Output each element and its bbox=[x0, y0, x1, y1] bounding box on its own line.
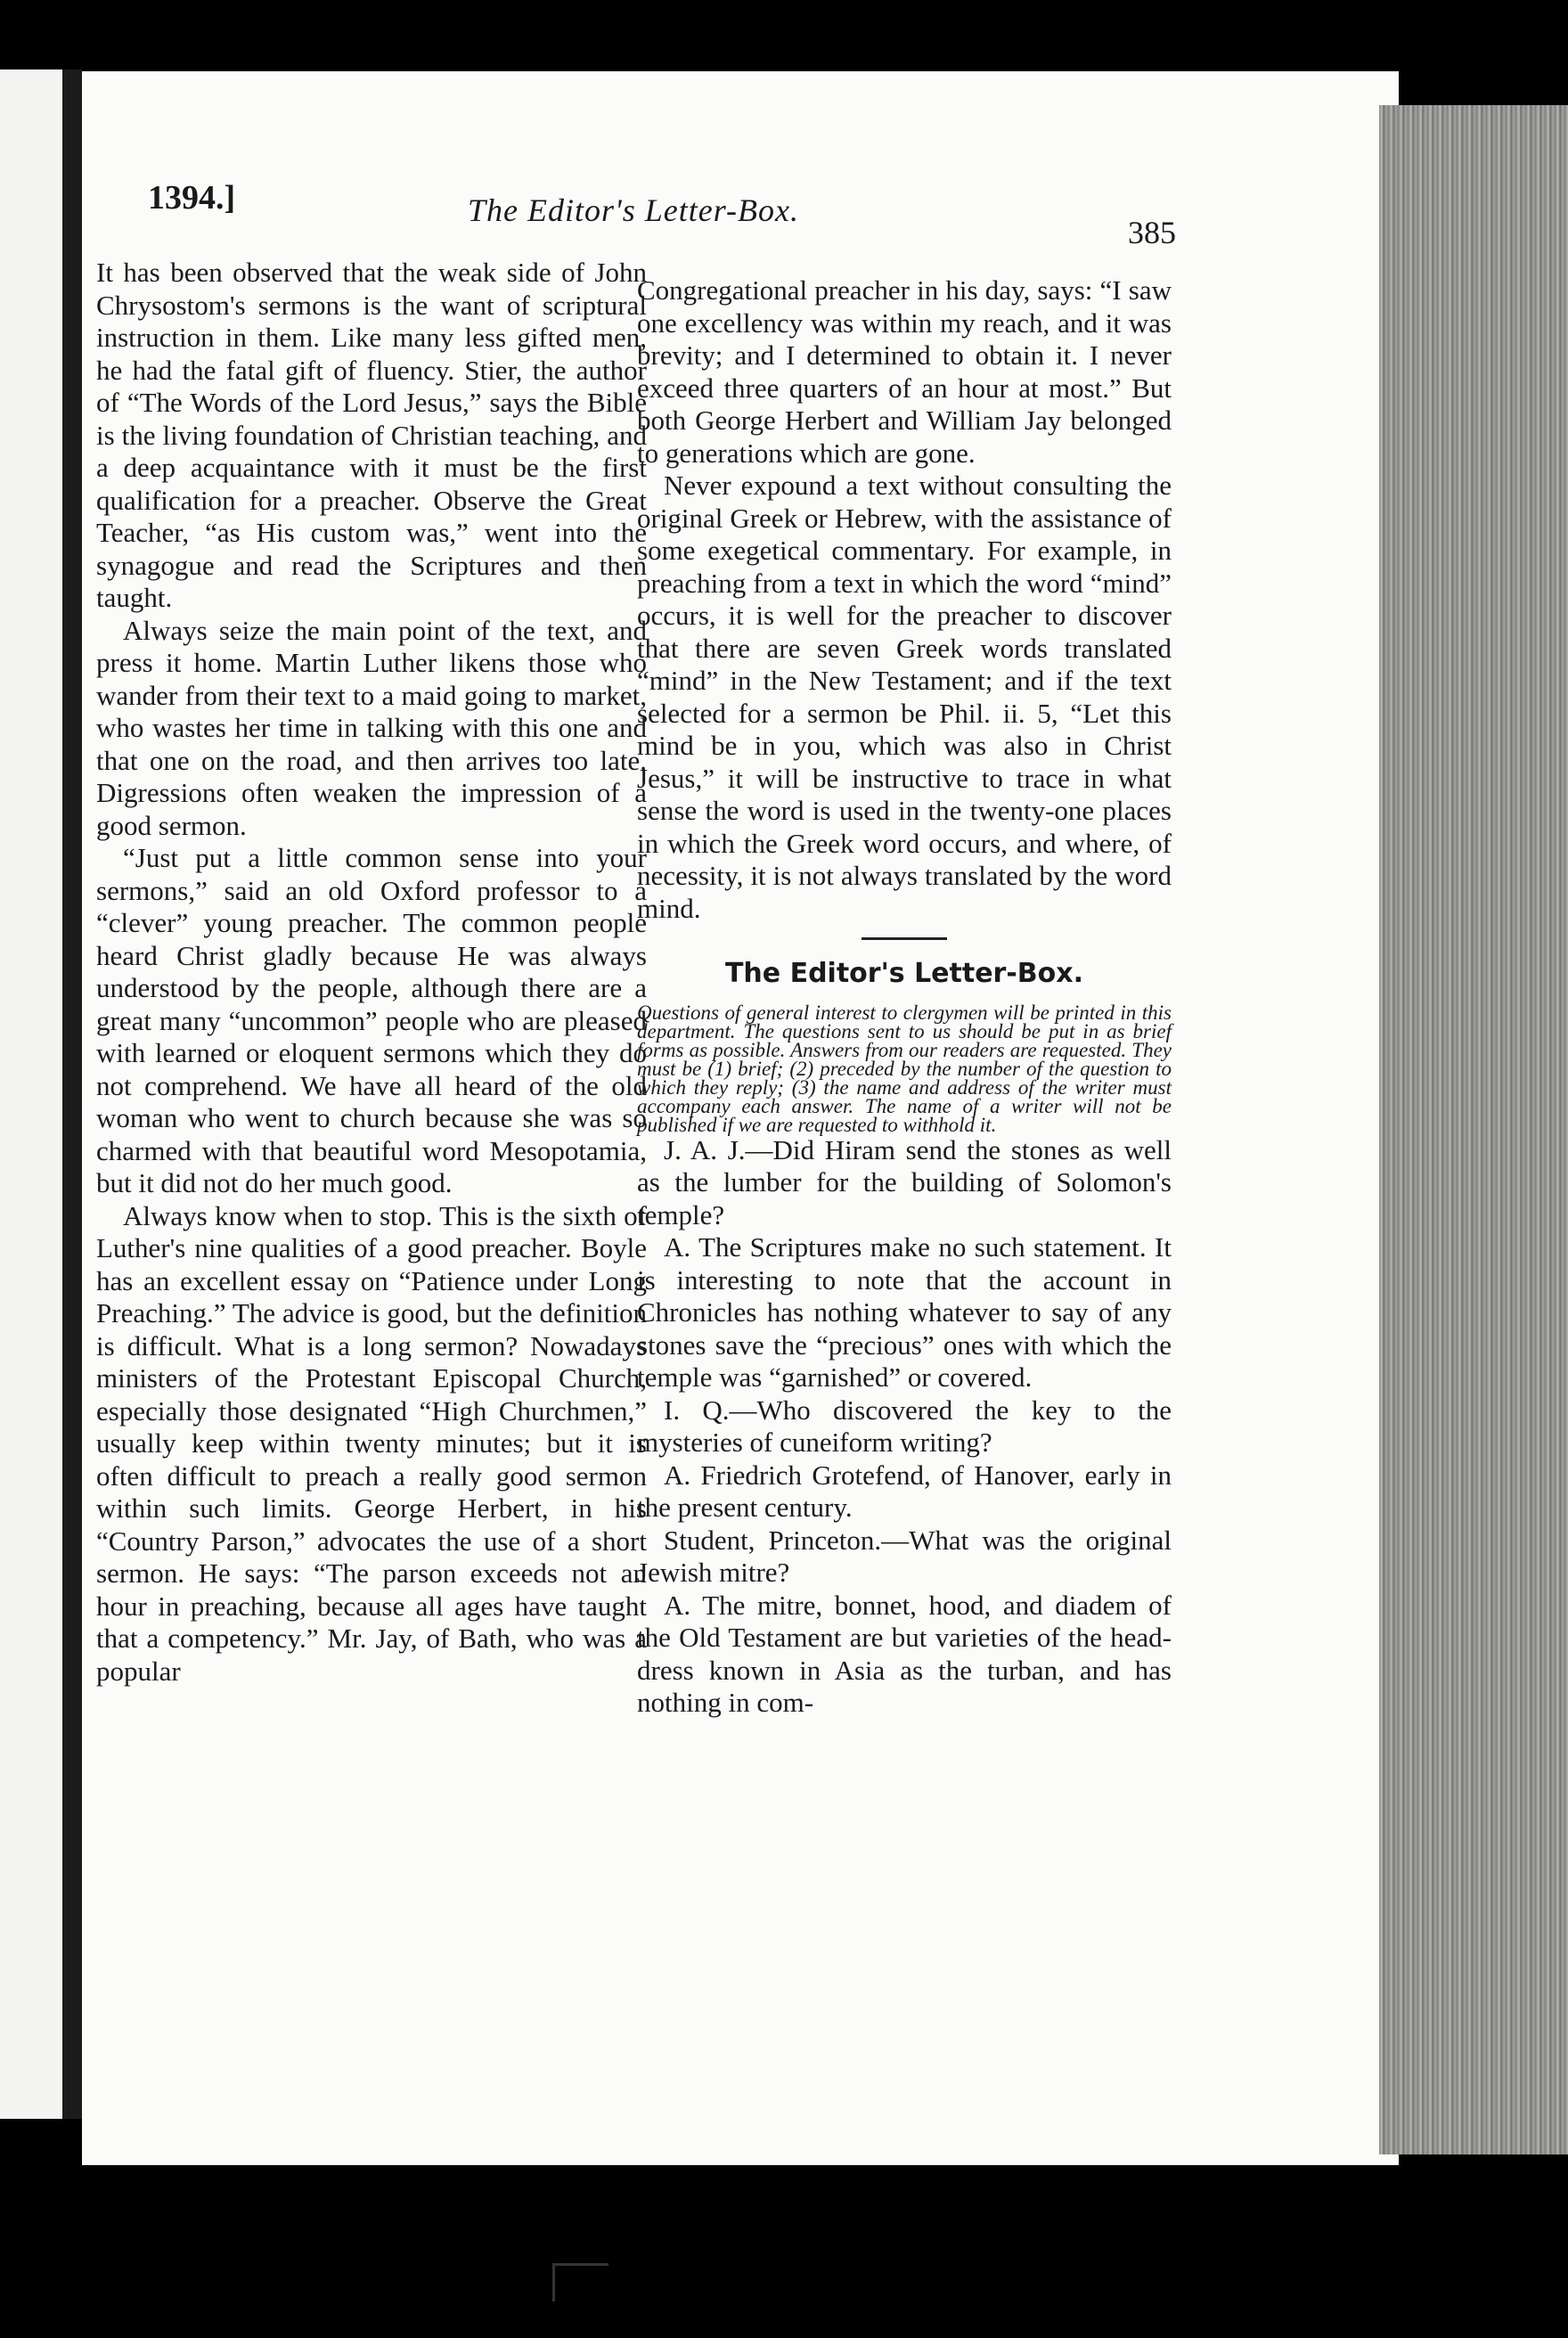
question: I. Q.—Who discovered the key to the mysteries of cuneiform writing? bbox=[637, 1394, 1172, 1458]
question: J. A. J.—Did Hiram send the stones as well as the lumber for the building of Solomon's temple? bbox=[637, 1133, 1172, 1230]
right-column bbox=[637, 274, 1172, 1720]
left-column bbox=[96, 257, 647, 1688]
department-notice: Questions of general interest to clergymen will be printed in this department. The questions sent to us should be put in as brief forms as possible. Answers from our readers are requested. They must be (1) brief; (2) preceded by the number of the question to which they reply; (3) the name and address of the writer must accompany each answer. The name of a writer will not be published if we are requested to withhold it. bbox=[637, 1001, 1172, 1136]
answer: A. Friedrich Grotefend, of Hanover, early in the present century. bbox=[637, 1459, 1172, 1523]
running-title: The Editor's Letter-Box. bbox=[468, 192, 799, 228]
paragraph: Congregational preacher in his day, says: “I saw one excellency was within my reach, and it was brevity; and I determined to obtain it. I never exceed three quarters of an hour at most.” But both George Herbert and William Jay belonged to generations which are gone. bbox=[637, 274, 1172, 469]
paragraph: “Just put a little common sense into your sermons,” said an old Oxford professor to a “clever” young preacher. The common people heard Christ gladly because He was always understood by the people, although there are a great many “uncommon” people who are pleased with learned or eloquent sermons which they do not comprehend. We have all heard of the old woman who went to church because she was so charmed with that beautiful word Mesopotamia, but it did not do her much good. bbox=[96, 842, 647, 1198]
header-year: 1394.] bbox=[148, 179, 236, 217]
previous-page-edge bbox=[0, 69, 82, 2119]
question: Student, Princeton.—What was the original Jewish mitre? bbox=[637, 1524, 1172, 1588]
section-heading: The Editor's Letter-Box. bbox=[724, 958, 1084, 989]
book-page-edges bbox=[1379, 105, 1568, 2154]
scan-artifact bbox=[552, 2263, 608, 2301]
section-divider bbox=[862, 937, 947, 940]
paragraph: Never expound a text without consulting the original Greek or Hebrew, with the assistance of some exegetical commentary. For example, in preaching from a text in which the word “mind” occurs, it is well for the preacher to discover that there are seven Greek words translated “mind” in the New Testament; and if the text selected for a sermon be Phil. ii. 5, “Let this mind be in you, which was also in Christ Jesus,” it will be instructive to trace in what sense the word is used in the twenty-one places in which the Greek word occurs, and where, of necessity, it is not always translated by the word mind. bbox=[637, 470, 1172, 924]
paragraph: Always seize the main point of the text, and press it home. Martin Luther likens those who wander from their text to a maid going to market, who wastes her time in talking with this one and that one on the road, and then arrives too late. Digressions often weaken the impression of a good sermon. bbox=[96, 614, 647, 841]
answer: A. The Scriptures make no such statement. It is interesting to note that the account in Chronicles has nothing whatever to say of any stones save the “precious” ones with which the temple was “garnished” or covered. bbox=[637, 1231, 1172, 1393]
paragraph: It has been observed that the weak side of John Chrysostom's sermons is the want of scriptural instruction in them. Like many less gifted men, he had the fatal gift of fluency. Stier, the author of “The Words of the Lord Jesus,” says the Bible is the living foundation of Christian teaching, and a deep acquaintance with it must be the first qualification for a preacher. Observe the Great Teacher, “as His custom was,” went into the synagogue and read the Scriptures and then taught. bbox=[96, 257, 647, 613]
page-number: 385 bbox=[1128, 215, 1176, 250]
answer: A. The mitre, bonnet, hood, and diadem of the Old Testament are but varieties of the head-dress known in Asia as the turban, and has nothing in com- bbox=[637, 1589, 1172, 1718]
paragraph: Always know when to stop. This is the sixth of Luther's nine qualities of a good preacher. Boyle has an excellent essay on “Patience under Long Preaching.” The advice is good, but the definition is difficult. What is a long sermon? Nowadays ministers of the Protestant Episcopal Church, especially those designated “High Churchmen,” usually keep within twenty minutes; but it is often difficult to preach a really good sermon within such limits. George Herbert, in his “Country Parson,” advocates the use of a short sermon. He says: “The parson exceeds not an hour in preaching, because all ages have taught that a competency.” Mr. Jay, of Bath, who was a popular bbox=[96, 1199, 647, 1687]
